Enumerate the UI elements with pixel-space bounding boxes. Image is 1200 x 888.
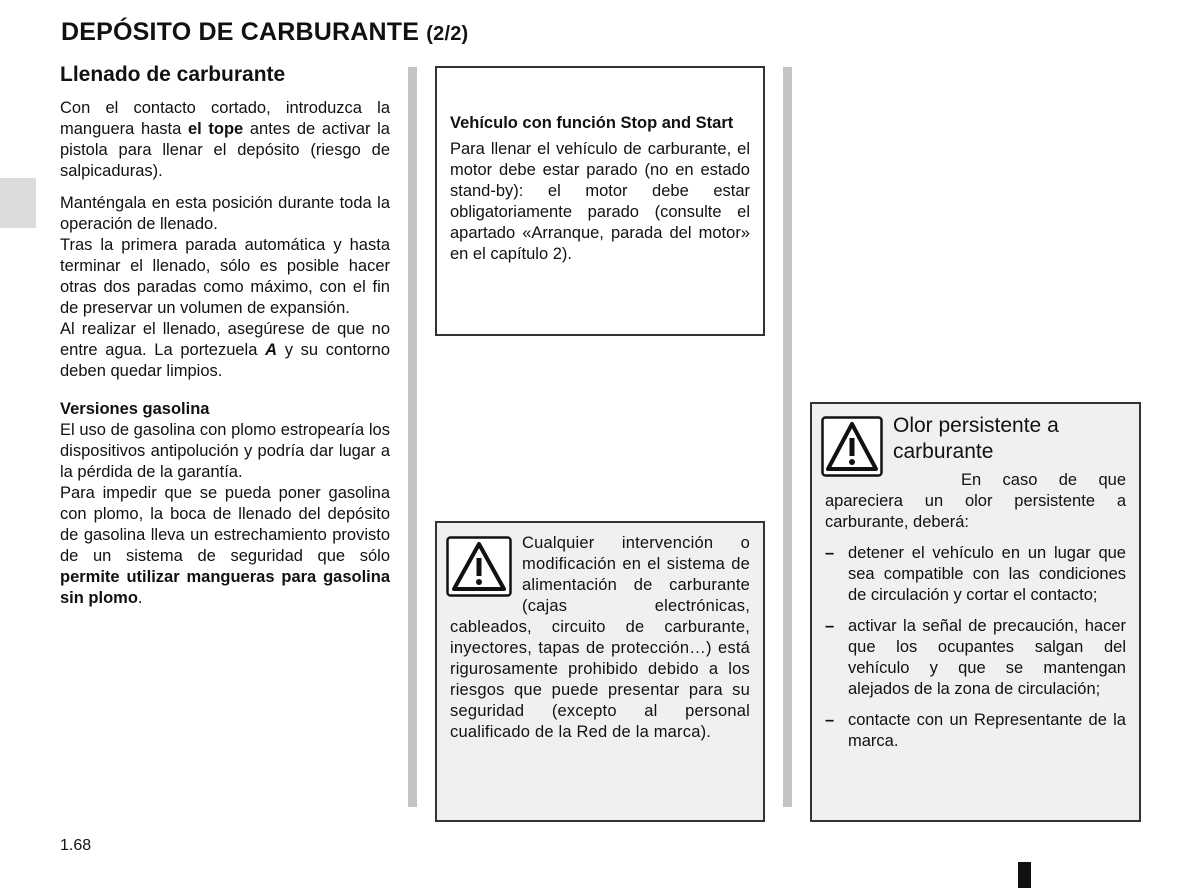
page-title-suffix: (2/2) xyxy=(426,23,469,45)
filling-paragraph-3: Tras la primera parada automática y hasta terminar el llenado, sólo es posible hacer otras dos paradas como máximo, con el fin de preservar un volumen de expansión. xyxy=(60,236,390,317)
gasoline-paragraph-1: El uso de gasolina con plomo estropearía los dispositivos antipolución y podría dar lugar a la pérdida de la garantía. xyxy=(60,421,390,481)
gasoline-paragraph-2: Para impedir que se pueda poner gasolina con plomo, la boca de llenado del depósito de gasolina lleva un estrechamiento provisto de un sistema de seguridad que sólo permite utilizar mangueras para gasolina sin plomo. xyxy=(60,484,390,607)
emphasis-el-tope: el tope xyxy=(187,120,244,138)
list-item: – activar la señal de precaución, hacer que los ocupantes salgan del vehículo y que se mantengan alejados de la zona de circulación; xyxy=(825,617,1126,698)
gasoline-heading: Versiones gasolina xyxy=(60,400,210,418)
chapter-tab-marker xyxy=(0,178,36,228)
intervention-warning-text: Cualquier intervención o modificación en el sistema de alimentación de carburante (cajas electrónicas, cableados, circuito de carburante, inyectores, tapas de protección…) está rigurosamente prohibido debido a los riesgos que puede presentar para su seguridad (excepto al personal cualificado de la Red de la marca). xyxy=(450,534,750,741)
page-title xyxy=(61,18,468,47)
left-column xyxy=(60,62,390,609)
page-edge-marker xyxy=(1018,862,1031,888)
filling-paragraph-4: Al realizar el llenado, asegúrese de que no entre agua. La portezuela A y su contorno deben quedar limpios. xyxy=(60,320,390,380)
emphasis-letter-a: A xyxy=(265,341,278,359)
smell-warning-box xyxy=(810,402,1141,822)
stop-start-body: Para llenar el vehículo de carburante, el motor debe estar parado (no en estado stand-by): el motor debe estar obligatoriamente parado (consulte el apartado «Arranque, parada del motor» en el capítulo 2). xyxy=(450,140,750,263)
column-divider-1 xyxy=(408,67,417,807)
smell-warning-list xyxy=(825,543,1126,752)
column-divider-2 xyxy=(783,67,792,807)
page-title-main: DEPÓSITO DE CARBURANTE xyxy=(61,18,420,46)
smell-warning-intro: En caso de que apareciera un olor persistente a carburante, deberá: xyxy=(825,471,1126,531)
stop-start-heading: Vehículo con función Stop and Start xyxy=(450,114,734,132)
list-item: – contacte con un Representante de la marca. xyxy=(825,711,1126,750)
stop-start-box xyxy=(435,66,765,336)
warning-triangle-icon xyxy=(821,416,883,477)
filling-paragraph-1: Con el contacto cortado, introduzca la manguera hasta el tope antes de activar la pistola para llenar el depósito (riesgo de salpicaduras). xyxy=(60,99,390,180)
list-item: – detener el vehículo en un lugar que sea compatible con las condiciones de circulación y cortar el contacto; xyxy=(825,544,1126,604)
warning-triangle-icon xyxy=(446,536,512,597)
intervention-warning-box xyxy=(435,521,765,822)
filling-paragraph-2: Manténgala en esta posición durante toda la operación de llenado. xyxy=(60,194,390,233)
filling-heading: Llenado de carburante xyxy=(60,63,286,86)
smell-warning-heading: Olor persistente a carburante xyxy=(893,414,1059,463)
page-number: 1.68 xyxy=(60,837,92,854)
emphasis-unleaded: permite utilizar mangueras para gasolina sin plomo xyxy=(60,568,390,607)
